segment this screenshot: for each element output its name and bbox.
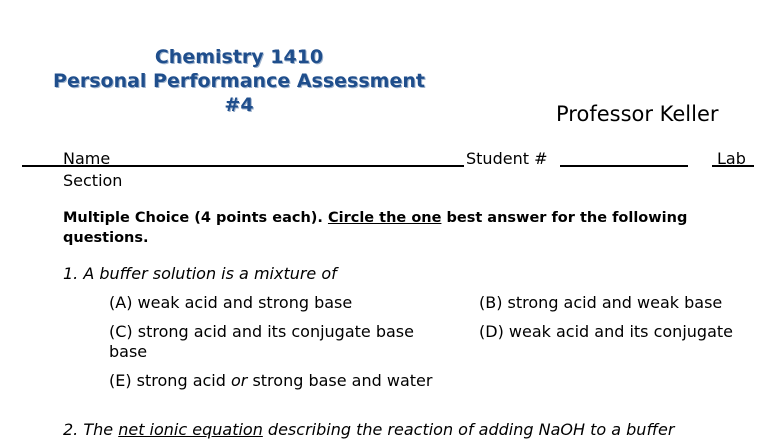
question-1-choice-e bbox=[109, 371, 432, 390]
instructions-emphasis: Circle the one bbox=[327, 210, 442, 226]
choice-e-or: or bbox=[230, 371, 248, 390]
professor-name: Professor Keller bbox=[556, 102, 719, 126]
lab-label: Lab bbox=[717, 149, 746, 168]
student-number-label: Student # bbox=[466, 149, 548, 168]
question-1-choice-b: (B) strong acid and weak base bbox=[479, 293, 723, 312]
document-title-line-2: Personal Performance Assessment bbox=[53, 70, 425, 92]
question-1-choice-c: (C) strong acid and its conjugate base bbox=[109, 322, 414, 341]
name-label: Name bbox=[63, 149, 111, 168]
lab-line bbox=[712, 165, 754, 167]
question-1-choice-a: (A) weak acid and strong base bbox=[109, 293, 353, 312]
instructions-text-1: Multiple Choice (4 points each). bbox=[63, 210, 328, 226]
question-2-emphasis: net ionic equation bbox=[118, 420, 263, 439]
student-number-line bbox=[560, 165, 688, 167]
instructions-text-2: best answer for the following questions. bbox=[63, 210, 688, 246]
question-1-choice-c-continued: base bbox=[109, 342, 148, 361]
question-1-prompt: 1. A buffer solution is a mixture of bbox=[63, 264, 337, 283]
choice-e-text-1: (E) strong acid bbox=[109, 371, 231, 390]
section-label: Section bbox=[63, 171, 123, 190]
instructions bbox=[63, 208, 753, 248]
document-title-line-1: Chemistry 1410 bbox=[154, 46, 324, 68]
question-1-choice-d: (D) weak acid and its conjugate bbox=[479, 322, 733, 341]
document-title-line-3: #4 bbox=[224, 94, 254, 116]
question-2-prompt bbox=[63, 420, 674, 439]
question-2-text-2: describing the reaction of adding NaOH to a buffer bbox=[262, 420, 675, 439]
question-2-text-1: 2. The bbox=[63, 420, 119, 439]
name-line bbox=[22, 165, 464, 167]
choice-e-text-2: strong base and water bbox=[247, 371, 433, 390]
